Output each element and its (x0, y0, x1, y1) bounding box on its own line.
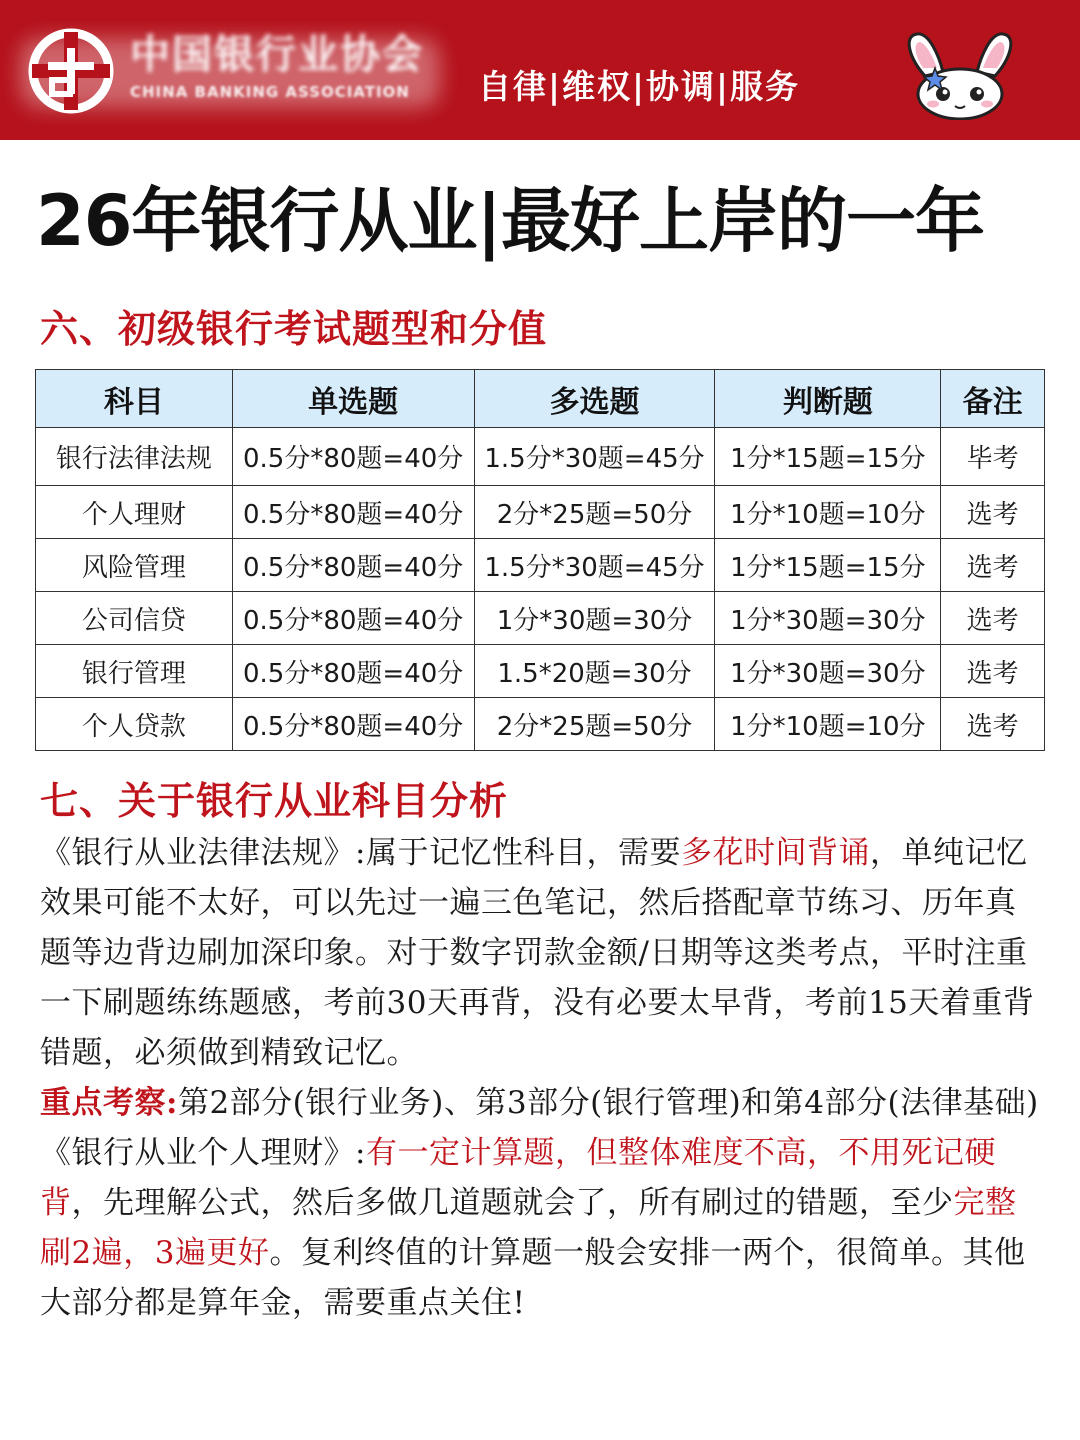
finance-subject-paragraph (40, 1128, 1040, 1328)
paragraph-text: 《银行从业法律法规》:属于记忆性科目，需要 (40, 835, 681, 871)
table-row (36, 645, 1045, 698)
paragraph-text: ，先理解公式，然后多做几道题就会了，所有刷过的错题，至少 (71, 1185, 954, 1221)
table-cell: 个人理财 (36, 486, 233, 539)
table-row (36, 486, 1045, 539)
table-cell: 2分*25题=50分 (474, 698, 715, 751)
table-cell: 毕考 (941, 428, 1045, 486)
exam-score-table (35, 369, 1045, 751)
table-cell: 0.5分*80题=40分 (232, 486, 474, 539)
table-cell: 选考 (941, 486, 1045, 539)
table-cell: 风险管理 (36, 539, 233, 592)
key-points-label: 重点考察: (40, 1085, 178, 1121)
header-banner (0, 0, 1080, 140)
column-header: 单选题 (232, 370, 474, 428)
table-cell: 1.5*20题=30分 (474, 645, 715, 698)
table-cell: 0.5分*80题=40分 (232, 428, 474, 486)
slogan: 自律|维权|协调|服务 (478, 67, 801, 106)
table-cell: 1.5分*30题=45分 (474, 428, 715, 486)
table-cell: 选考 (941, 698, 1045, 751)
rabbit-mascot-icon (895, 28, 1025, 120)
analysis-body (40, 828, 1040, 1328)
table-header-row (36, 370, 1045, 428)
logo-text (130, 32, 424, 102)
table-cell: 选考 (941, 645, 1045, 698)
column-header: 判断题 (715, 370, 941, 428)
table-cell: 1分*30题=30分 (715, 645, 941, 698)
table-cell: 0.5分*80题=40分 (232, 539, 474, 592)
table-cell: 1分*30题=30分 (715, 592, 941, 645)
table-row (36, 698, 1045, 751)
org-name-en: CHINA BANKING ASSOCIATION (130, 83, 410, 101)
column-header: 备注 (941, 370, 1045, 428)
highlight-text: 多花时间背诵 (680, 835, 870, 871)
table-row (36, 539, 1045, 592)
table-cell: 1分*15题=15分 (715, 428, 941, 486)
highlight-text: 有一定计算题，但整体难度不高，不用死记硬背 (40, 1135, 996, 1221)
bank-association-logo-icon (28, 28, 114, 114)
paragraph-text: 《银行从业个人理财》: (40, 1135, 366, 1171)
column-header: 科目 (36, 370, 233, 428)
table-cell: 0.5分*80题=40分 (232, 698, 474, 751)
table-cell: 银行管理 (36, 645, 233, 698)
table-cell: 公司信贷 (36, 592, 233, 645)
highlight-text: 完整刷2遍，3遍更好 (40, 1185, 1017, 1271)
table-cell: 1.5分*30题=45分 (474, 539, 715, 592)
section-heading-subject-analysis: 七、关于银行从业科目分析 (40, 779, 509, 823)
paragraph-text: 。复利终值的计算题一般会安排一两个，很简单。其他大部分都是算年金，需要重点关住! (40, 1235, 1026, 1321)
table-cell: 1分*30题=30分 (474, 592, 715, 645)
paragraph-text: ，单纯记忆效果可能不太好，可以先过一遍三色笔记，然后搭配章节练习、历年真题等边背边刷加深印象。对于数字罚款金额/日期等这类考点，平时注重一下刷题练练题感，考前30天再背，没有必要太早背，考前15天着重背错题，必须做到精致记忆。 (40, 835, 1035, 1071)
key-points-paragraph (40, 1078, 1040, 1128)
table-cell: 选考 (941, 539, 1045, 592)
page-title: 26年银行从业|最好上岸的一年 (36, 180, 984, 262)
table-row (36, 592, 1045, 645)
table-cell: 1分*10题=10分 (715, 486, 941, 539)
column-header: 多选题 (474, 370, 715, 428)
table-cell: 0.5分*80题=40分 (232, 592, 474, 645)
table-cell: 选考 (941, 592, 1045, 645)
paragraph-text: 第2部分(银行业务)、第3部分(银行管理)和第4部分(法律基础) (177, 1085, 1039, 1121)
table-row (36, 428, 1045, 486)
table-cell: 1分*10题=10分 (715, 698, 941, 751)
org-name-cn: 中国银行业协会 (130, 31, 424, 78)
table-cell: 1分*15题=15分 (715, 539, 941, 592)
table-cell: 0.5分*80题=40分 (232, 645, 474, 698)
section-heading-exam-types: 六、初级银行考试题型和分值 (40, 307, 548, 351)
table-cell: 个人贷款 (36, 698, 233, 751)
table-cell: 2分*25题=50分 (474, 486, 715, 539)
table-cell: 银行法律法规 (36, 428, 233, 486)
law-subject-paragraph (40, 828, 1040, 1078)
